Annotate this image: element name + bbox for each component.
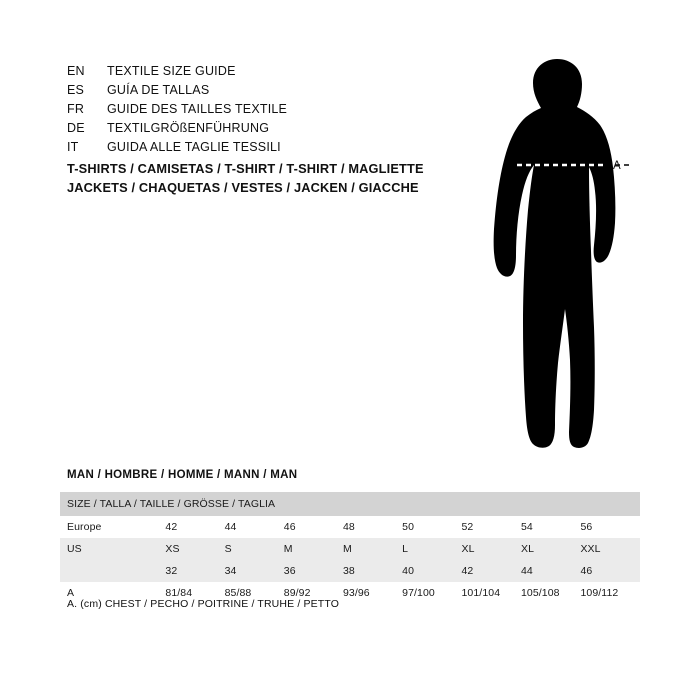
- language-list: [67, 64, 447, 159]
- cell-us-num-5: 42: [461, 560, 520, 582]
- cell-us-1: S: [225, 538, 284, 560]
- language-code-en: EN: [67, 64, 85, 78]
- cell-us-num-3: 38: [343, 560, 402, 582]
- table-row: [60, 560, 640, 582]
- cell-us-7: XXL: [580, 538, 640, 560]
- cell-a-7: 109/112: [580, 587, 619, 599]
- row-label-a: A: [67, 587, 75, 599]
- language-text-fr: GUIDE DES TAILLES TEXTILE: [107, 102, 288, 116]
- language-code-it: IT: [67, 140, 79, 154]
- cell-a-3: 93/96: [342, 587, 370, 599]
- silhouette-icon: [455, 55, 665, 455]
- cell-a-0: 81/84: [165, 587, 193, 599]
- language-row-fr: [67, 102, 447, 121]
- cell-us-6: XL: [521, 538, 580, 560]
- table-row: [60, 516, 640, 538]
- language-code-es: ES: [67, 83, 85, 97]
- language-row-de: [67, 121, 447, 140]
- cell-us-num-1: 34: [225, 560, 284, 582]
- table-title-man: MAN / HOMBRE / HOMME / MANN / MAN: [67, 469, 298, 481]
- cell-a-6: 105/108: [520, 587, 560, 599]
- size-table: [60, 492, 640, 604]
- cell-europe-0: 42: [165, 521, 178, 533]
- garment-category-tshirts: T-SHIRTS / CAMISETAS / T-SHIRT / T-SHIRT / MAGLIETTE: [67, 161, 424, 176]
- cell-europe-4: 50: [402, 521, 415, 533]
- row-label-us: US: [60, 538, 165, 560]
- garment-category-list: [67, 160, 497, 197]
- cell-us-num-7: 46: [580, 560, 640, 582]
- row-label-us-numeric: [60, 560, 165, 582]
- language-text-de: TEXTILGRÖßENFÜHRUNG: [107, 121, 270, 135]
- garment-category-jackets: JACKETS / CHAQUETAS / VESTES / JACKEN / GIACCHE: [67, 179, 419, 195]
- cell-us-num-4: 40: [402, 560, 461, 582]
- cell-us-4: L: [402, 538, 461, 560]
- cell-us-5: XL: [461, 538, 520, 560]
- language-row-en: [67, 64, 447, 83]
- cell-us-num-0: 32: [165, 560, 224, 582]
- cell-europe-6: 54: [520, 521, 533, 533]
- table-header-label: SIZE / TALLA / TAILLE / GRÖSSE / TAGLIA: [67, 498, 276, 510]
- cell-a-1: 85/88: [224, 587, 252, 599]
- language-row-it: [67, 140, 447, 159]
- cell-us-num-2: 36: [284, 560, 343, 582]
- cell-europe-3: 48: [342, 521, 355, 533]
- cell-europe-2: 46: [283, 521, 296, 533]
- language-text-en: TEXTILE SIZE GUIDE: [107, 64, 236, 78]
- cell-europe-5: 52: [461, 521, 474, 533]
- table-footnote: A. (cm) CHEST / PECHO / POITRINE / TRUHE / PETTO: [67, 598, 340, 610]
- cell-us-num-6: 44: [521, 560, 580, 582]
- table-header-row: [60, 492, 640, 516]
- cell-us-0: XS: [165, 538, 224, 560]
- cell-europe-7: 56: [580, 521, 593, 533]
- male-silhouette-figure: [455, 55, 665, 455]
- cell-a-4: 97/100: [402, 587, 435, 599]
- language-row-es: [67, 83, 447, 102]
- row-label-europe: Europe: [67, 521, 102, 533]
- cell-us-3: M: [343, 538, 402, 560]
- language-text-es: GUÍA DE TALLAS: [107, 83, 210, 97]
- measure-label-a: A: [613, 160, 621, 172]
- table-row: [60, 538, 640, 560]
- language-code-fr: FR: [67, 102, 85, 116]
- cell-a-2: 89/92: [283, 587, 311, 599]
- language-code-de: DE: [67, 121, 85, 135]
- language-text-it: GUIDA ALLE TAGLIE TESSILI: [107, 140, 281, 154]
- cell-us-2: M: [284, 538, 343, 560]
- cell-a-5: 101/104: [461, 587, 501, 599]
- cell-europe-1: 44: [224, 521, 237, 533]
